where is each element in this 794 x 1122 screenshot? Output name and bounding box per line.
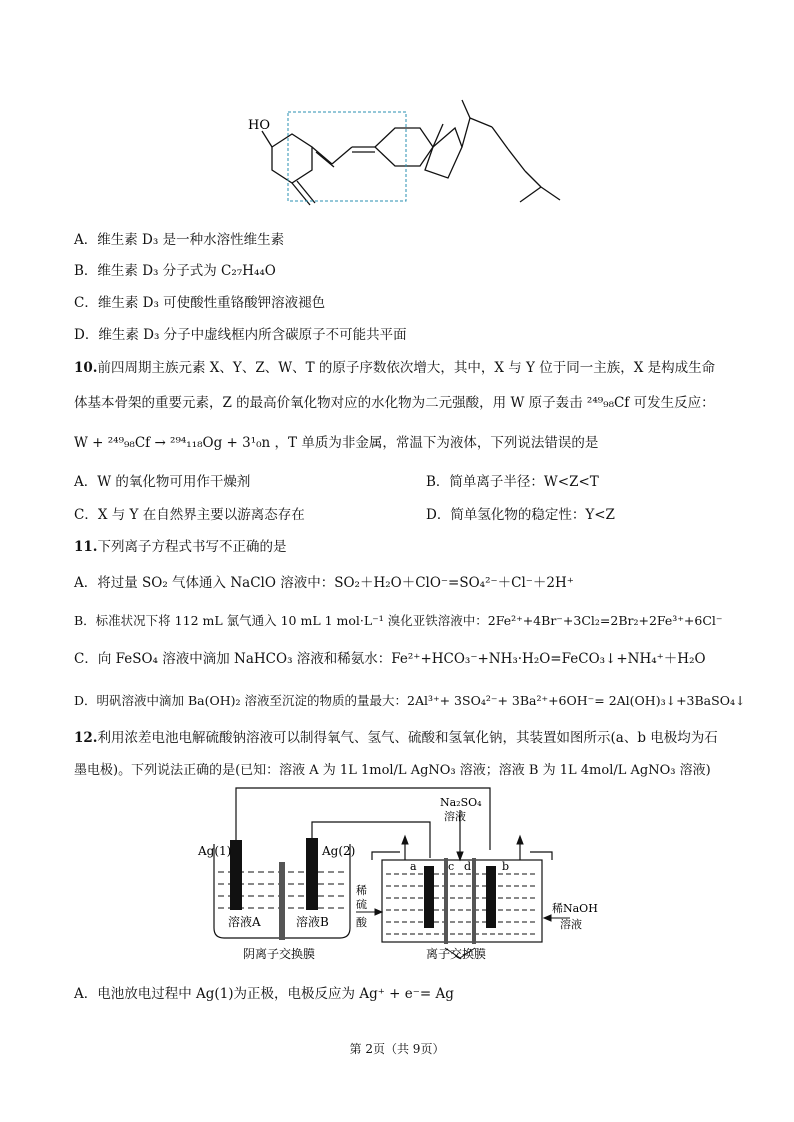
q12-stem-line2: 墨电极)。下列说法正确的是(已知：溶液 A 为 1L 1mol/L AgNO₃ 溶液；溶液 B 为 1L 4mol/L AgNO₃ 溶液) — [74, 763, 711, 778]
page-footer: 第 2页（共 9页） — [349, 1042, 445, 1056]
ag2-label: Ag(2) — [322, 844, 356, 858]
q9-option-a: A．维生素 D₃ 是一种水溶性维生素 — [74, 232, 285, 248]
q9-formula: C₂₇H₄₄O — [221, 263, 276, 279]
q11-option-d: D．明矾溶液中滴加 Ba(OH)₂ 溶液至沉淀的物质的量最大：2Al³⁺+ 3SO₄²⁻+ 3Ba²⁺+6OH⁻= 2Al(OH)₃↓+3BaSO₄↓ — [74, 693, 746, 708]
q10-option-b: B．简单离子半径：W<Z<T — [426, 474, 599, 490]
electrode-b — [486, 866, 496, 928]
q10-option-d: D．简单氢化物的稳定性：Y<Z — [426, 507, 615, 523]
q12-option-a: A．电池放电过程中 Ag(1)为正极，电极反应为 Ag⁺ + e⁻= Ag — [74, 986, 454, 1002]
na2so4-label: Na₂SO₄ — [440, 796, 482, 809]
electrode-c-label: c — [448, 860, 455, 873]
ho-label: HO — [248, 118, 270, 133]
q11-stem: 11.下列离子方程式书写不正确的是 — [74, 539, 287, 555]
q11-option-a: A．将过量 SO₂ 气体通入 NaClO 溶液中：SO₂＋H₂O＋ClO⁻=SO₄²⁻＋Cl⁻＋2H⁺ — [74, 575, 574, 591]
membrane-d — [472, 858, 476, 944]
q12-stem-line1: 12.利用浓差电池电解硫酸钠溶液可以制得氧气、氢气、硫酸和氢氧化钠，其装置如图所示(a、b 电极均为石 — [74, 730, 718, 746]
na2so4-solution-label: 溶液 — [444, 810, 466, 823]
q11-option-c: C．向 FeSO₄ 溶液中滴加 NaHCO₃ 溶液和稀氨水：Fe²⁺+HCO₃⁻+NH₃·H₂O=FeCO₃↓+NH₄⁺＋H₂O — [74, 651, 706, 667]
q10-option-a: A．W 的氧化物可用作干燥剂 — [74, 474, 251, 490]
anion-membrane-label: 阴离子交换膜 — [243, 947, 316, 961]
q9-option-c: C．维生素 D₃ 可使酸性重铬酸钾溶液褪色 — [74, 295, 326, 311]
ion-membrane-label: 离子交换膜 — [426, 947, 487, 961]
q9-option-b: B．维生素 D₃ 分子式为 C₂₇H₄₄O — [74, 263, 276, 279]
ag1-electrode — [230, 840, 242, 910]
ag2-electrode — [306, 838, 318, 910]
ag1-label: Ag(1) — [198, 844, 232, 858]
q10-reaction: W + ²⁴⁹₉₈Cf → ²⁹⁴₁₁₈Og + 3¹₀n ，T 单质为非金属，常温下为液体，下列说法错误的是 — [74, 435, 599, 451]
dilute-acid-1: 稀 — [356, 884, 367, 897]
anion-membrane — [279, 862, 285, 940]
electrolysis-apparatus — [0, 780, 794, 980]
q11-option-b: B．标准状况下将 112 mL 氯气通入 10 mL 1 mol·L⁻¹ 溴化亚铁溶液中：2Fe²⁺+4Br⁻+3Cl₂=2Br₂+2Fe³⁺+6Cl⁻ — [74, 613, 723, 628]
solution-b-label: 溶液B — [296, 915, 329, 929]
dilute-naoh-label: 稀NaOH — [552, 902, 598, 915]
q9-option-d: D．维生素 D₃ 分子中虚线框内所含碳原子不可能共平面 — [74, 327, 407, 343]
electrode-a-label: a — [410, 860, 417, 873]
q10-stem-line2: 体基本骨架的重要元素，Z 的最高价氧化物对应的水化物为二元强酸，用 W 原子轰击 ²⁴⁹₉₈Cf 可发生反应： — [74, 395, 715, 411]
q10-option-c: C．X 与 Y 在自然界主要以游离态存在 — [74, 507, 305, 523]
electrode-a — [424, 866, 434, 928]
q10-stem-line1: 10.前四周期主族元素 X、Y、Z、W、T 的原子序数依次增大，其中，X 与 Y 位于同一主族，X 是构成生命 — [74, 360, 716, 376]
electrode-d-label: d — [464, 860, 472, 873]
naoh-solution-label: 溶液 — [560, 918, 582, 931]
electrode-b-label: b — [502, 860, 510, 873]
dilute-acid-2: 硫 — [356, 898, 367, 911]
solution-a-label: 溶液A — [228, 915, 261, 929]
dilute-acid-3: 酸 — [356, 916, 367, 929]
vitamin-d3-structure — [0, 0, 794, 230]
